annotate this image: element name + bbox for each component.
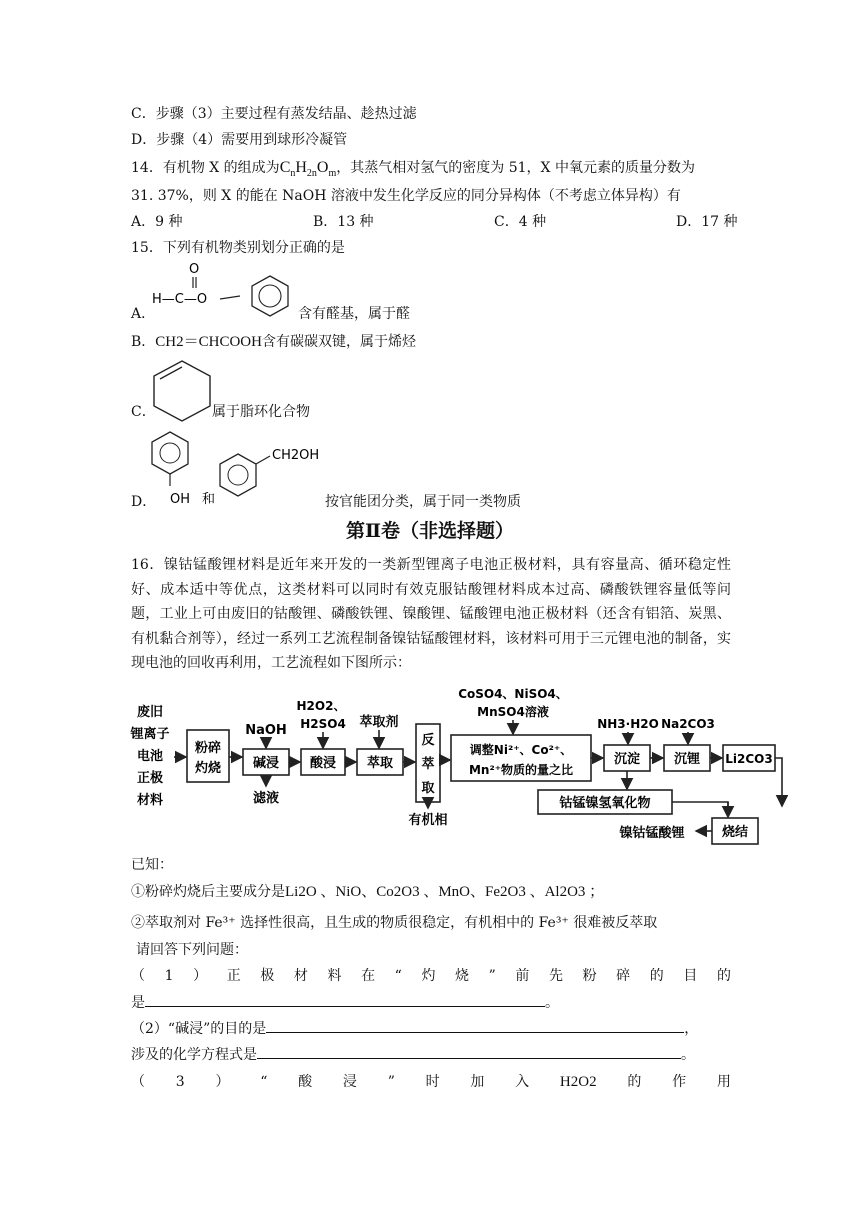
q16-sub1-char: 的 bbox=[649, 968, 664, 984]
cyclohexene-icon bbox=[150, 358, 214, 424]
flow-source-1: 废旧 bbox=[136, 705, 164, 720]
q14-stem-b: ，其蒸气相对氢气的密度为 51，X 中氧元素的质量分数为 bbox=[336, 160, 695, 176]
q15-option-b-text: 含有碳碳双键，属于烯烃 bbox=[261, 334, 416, 350]
q16-sub1-char: ） bbox=[193, 968, 208, 984]
q16-sub1-char: 1 bbox=[164, 968, 174, 984]
q16-sub1-end: 。 bbox=[545, 995, 559, 1011]
q16-sub1-char: 目 bbox=[683, 968, 698, 984]
q15-a-oxygen: O bbox=[189, 262, 200, 277]
q16-sub3-char: 的 bbox=[627, 1074, 642, 1090]
flow-adjust-2: Mn²⁺物质的量之比 bbox=[468, 763, 574, 777]
q16-sub3-char: 作 bbox=[672, 1074, 687, 1090]
q16-known-2: ②萃取剂对 Fe³⁺ 选择性很高，且生成的物质很稳定，有机相中的 Fe³⁺ 很难被反萃取 bbox=[131, 915, 658, 931]
q16-intro: 16．镍钴锰酸锂材料是近年来开发的一类新型锂离子电池正极材料，具有容量高、循环稳定性好、成本适中等优点，这类材料可以同时有效克服钴酸锂材料成本过高、磷酸铁锂容量低等问题，工业上可由废旧的钴酸锂、磷酸铁锂、镍酸锂、锰酸锂电池正极材料（还含有铝箔、炭黑、有机黏合剂等），经过一系列工艺流程制备镍钴锰酸锂材料，该材料可用于三元锂电池的制备，实现电池的回收再利用，工艺流程如下图所示： bbox=[131, 557, 731, 671]
q15-a-hco: H—C—O bbox=[152, 292, 208, 307]
q16-sub1-char: ” bbox=[488, 968, 496, 984]
q15-option-a-structure bbox=[148, 258, 308, 318]
q16-sub1-char: 材 bbox=[293, 968, 308, 984]
q16-sub2-blank2[interactable] bbox=[257, 1044, 681, 1059]
q16-sub1-char: （ bbox=[131, 968, 145, 984]
q16-sub1-blank[interactable] bbox=[145, 992, 545, 1007]
q16-sub1-char: 烧 bbox=[455, 968, 470, 984]
q16-sub1-char: 粉 bbox=[582, 968, 597, 984]
q16-sub1-char: “ bbox=[394, 968, 402, 984]
q16-sub3-char: 用 bbox=[716, 1074, 731, 1090]
q16-sub2-b: 涉及的化学方程式是 bbox=[131, 1047, 257, 1063]
phenol-ring-icon bbox=[152, 432, 188, 474]
q15-option-c-text: 属于脂环化合物 bbox=[212, 404, 310, 420]
flow-back-1: 反 bbox=[421, 733, 435, 748]
q15-option-a-label: A． bbox=[131, 306, 156, 322]
q16-sub1-char: 灼 bbox=[421, 968, 436, 984]
q16-sub3-char: 3 bbox=[175, 1074, 185, 1090]
q16-sub2-end: 。 bbox=[681, 1047, 695, 1063]
q16-sub3-char: 时 bbox=[425, 1074, 440, 1090]
q15-d-and: 和 bbox=[202, 492, 216, 507]
q16-sub1-char: 料 bbox=[327, 968, 342, 984]
flow-nh3: NH3·H2O bbox=[597, 717, 659, 731]
flow-lithium: 沉锂 bbox=[673, 752, 701, 767]
q16-sub1-char: 极 bbox=[260, 968, 275, 984]
q16-sub3-char: 酸 bbox=[298, 1074, 313, 1090]
q16-sub1-answer-line bbox=[131, 992, 559, 1013]
q15-d-oh: OH bbox=[170, 492, 191, 507]
flow-source-3: 电池 bbox=[136, 749, 164, 764]
q14-option-c: C．4 种 bbox=[494, 214, 547, 230]
q16-sub2-comma: ， bbox=[684, 1021, 699, 1037]
q15-option-b-label: B． bbox=[131, 334, 156, 350]
q13-option-d: D．步骤（4）需要用到球形冷凝管 bbox=[131, 132, 348, 148]
q15-option-d-text: 按官能团分类，属于同一类物质 bbox=[325, 494, 521, 510]
q16-sub1-char: 先 bbox=[548, 968, 563, 984]
q16-sub3-char: 入 bbox=[515, 1074, 530, 1090]
q15-option-c-label: C． bbox=[131, 404, 156, 420]
q16-sub2-line2 bbox=[131, 1044, 695, 1065]
flow-salts-1: CoSO4、NiSO4、 bbox=[458, 687, 568, 701]
flow-extract: 萃取 bbox=[366, 756, 394, 771]
q15-option-d-structures bbox=[150, 426, 330, 510]
flow-precip: 沉淀 bbox=[613, 752, 641, 767]
section-title: 第Ⅱ卷（非选择题） bbox=[345, 520, 514, 542]
flow-back-2: 萃 bbox=[421, 757, 435, 772]
q16-sub1-char: 在 bbox=[361, 968, 376, 984]
q16-sub1-char: 前 bbox=[515, 968, 530, 984]
q15-d-ch2oh: CH2OH bbox=[272, 448, 320, 463]
flow-h2o2: H2O2、 bbox=[296, 699, 346, 713]
q16-sub3-line bbox=[131, 1072, 731, 1092]
q16-sub2-blank1[interactable] bbox=[266, 1018, 684, 1033]
q16-known-1b: Li2O 、NiO、Co2O3 、MnO、Fe2O3 、Al2O3 ； bbox=[285, 884, 605, 900]
flow-crush-1: 粉碎 bbox=[194, 741, 222, 756]
process-flowchart bbox=[128, 682, 788, 850]
flow-li2co3: Li2CO3 bbox=[725, 752, 773, 766]
q15-stem: 15．下列有机物类别划分正确的是 bbox=[131, 240, 345, 256]
flow-alkali: 碱浸 bbox=[252, 756, 280, 771]
flow-extractant: 萃取剂 bbox=[359, 715, 399, 730]
q14-stem-line1 bbox=[131, 158, 695, 184]
flow-source-5: 材料 bbox=[136, 793, 164, 808]
q14-option-b: B．13 种 bbox=[313, 214, 374, 230]
q13-option-c: C．步骤（3）主要过程有蒸发结晶、趁热过滤 bbox=[131, 106, 417, 122]
q16-sub3-char: “ bbox=[260, 1074, 268, 1090]
flow-crush-2: 灼烧 bbox=[194, 761, 222, 776]
flow-back-3: 取 bbox=[421, 781, 435, 796]
q16-sub3-char: ） bbox=[215, 1074, 230, 1090]
q16-known-1a: ①粉碎灼烧后主要成分是 bbox=[131, 884, 285, 900]
benzene-ring-icon bbox=[252, 276, 288, 316]
q16-known-label: 已知： bbox=[131, 857, 173, 873]
flow-filtrate: 滤液 bbox=[252, 791, 280, 806]
q16-sub3-char: ” bbox=[387, 1074, 395, 1090]
benzyl-ring-icon bbox=[220, 454, 256, 496]
q14-option-a: A．9 种 bbox=[131, 214, 183, 230]
flow-sinter: 烧结 bbox=[721, 825, 749, 840]
q16-sub1-is: 是 bbox=[131, 995, 145, 1011]
flow-hydroxide: 钴锰镍氢氧化物 bbox=[559, 796, 651, 811]
q16-sub2-a: （2）“碱浸”的目的是 bbox=[131, 1021, 267, 1037]
flow-source-4: 正极 bbox=[136, 771, 164, 786]
q16-sub3-char: 加 bbox=[470, 1074, 485, 1090]
flow-naoh: NaOH bbox=[245, 723, 287, 738]
q14-formula: $C_nH_{2n}O_m$ bbox=[279, 159, 337, 180]
q16-sub2-line1 bbox=[131, 1018, 698, 1039]
q16-sub1-char: 正 bbox=[226, 968, 241, 984]
flow-h2so4: H2SO4 bbox=[300, 717, 346, 731]
flow-acid: 酸浸 bbox=[309, 756, 337, 771]
flow-source-2: 锂离子 bbox=[130, 727, 170, 742]
flow-adjust-1: 调整Ni²⁺、Co²⁺、 bbox=[469, 743, 573, 757]
flow-salts-2: MnSO4溶液 bbox=[477, 705, 549, 719]
q16-sub3-char: （ bbox=[131, 1074, 145, 1090]
q16-known-1 bbox=[131, 882, 604, 902]
q16-sub1-line bbox=[131, 966, 731, 986]
q16-sub3-formula: H2O2 bbox=[559, 1074, 597, 1090]
q16-ask: 请回答下列问题： bbox=[136, 942, 248, 958]
q15-option-b bbox=[131, 332, 416, 352]
q16-sub1-char: 碎 bbox=[616, 968, 631, 984]
q15-option-d-label: D． bbox=[131, 494, 157, 510]
q14-option-d: D．17 种 bbox=[676, 214, 738, 230]
q14-stem-a: 14．有机物 X 的组成为 bbox=[131, 160, 280, 176]
flow-product: 镍钴锰酸锂 bbox=[619, 826, 685, 841]
q16-sub3-char: 浸 bbox=[342, 1074, 357, 1090]
q16-sub1-char: 的 bbox=[716, 968, 731, 984]
q15-option-b-formula: CH2＝CHCOOH bbox=[155, 334, 262, 350]
flow-organic: 有机相 bbox=[408, 813, 448, 828]
q15-option-a-text: 含有醛基，属于醛 bbox=[298, 306, 410, 322]
flow-na2co3: Na2CO3 bbox=[661, 717, 715, 731]
q14-stem-line2: 31. 37%，则 X 的能在 NaOH 溶液中发生化学反应的同分异构体（不考虑立体异构）有 bbox=[131, 188, 681, 204]
